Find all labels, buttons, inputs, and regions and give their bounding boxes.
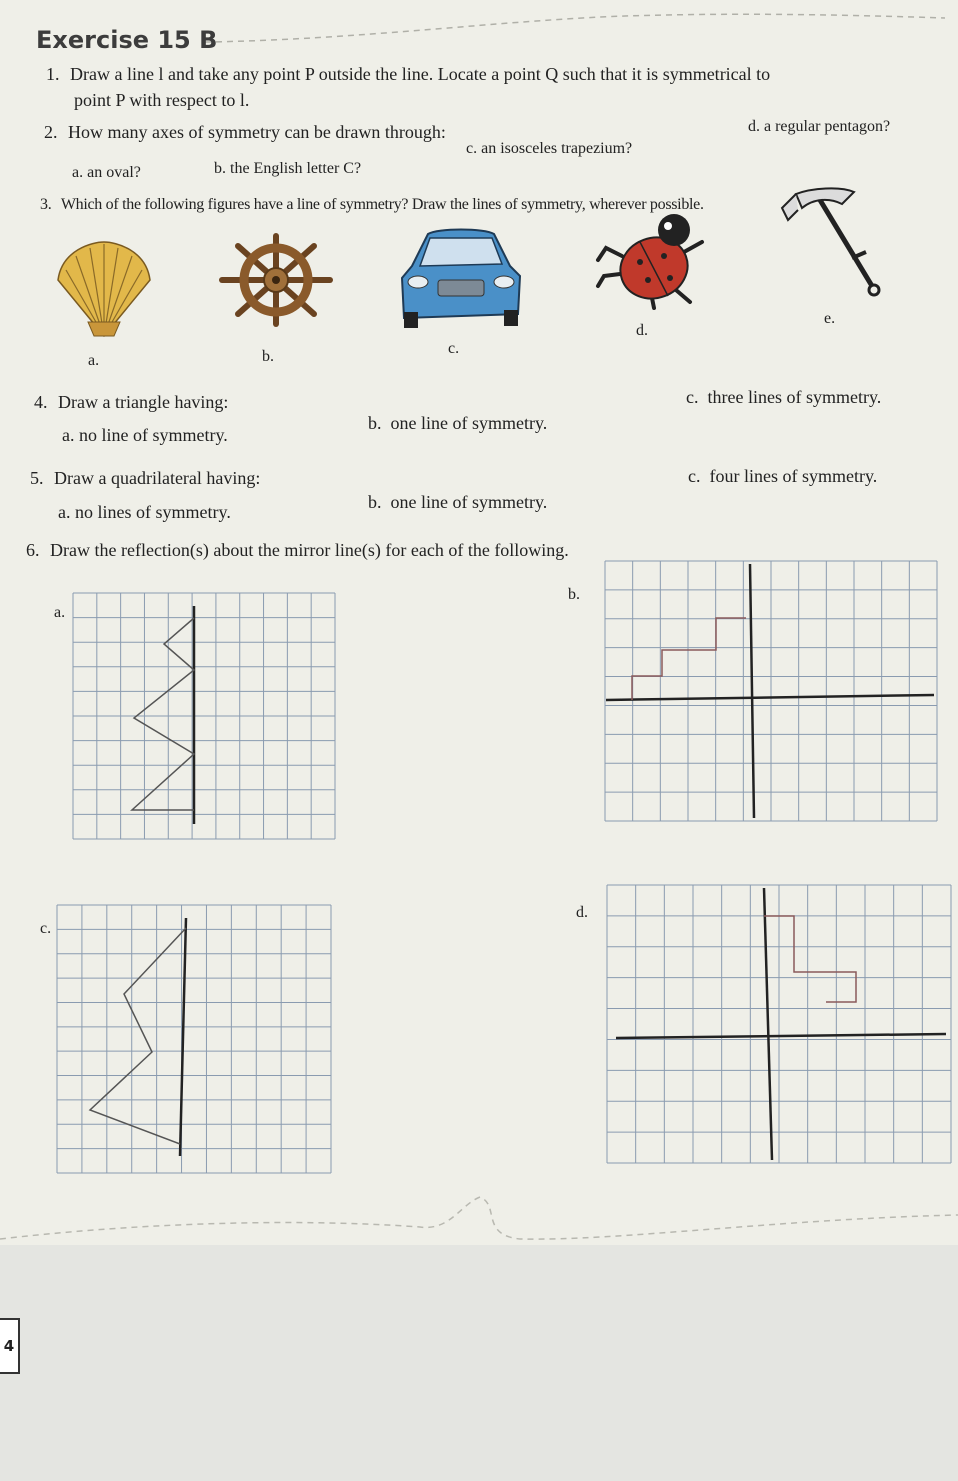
q6-row	[26, 540, 569, 561]
q4-option-b-text: one line of symmetry.	[390, 413, 548, 433]
horizontal-mirror-line	[606, 695, 934, 700]
q4-row	[34, 392, 228, 413]
q5-option-a-letter: a.	[58, 502, 71, 522]
car-icon	[398, 226, 524, 330]
q2-row	[44, 122, 446, 143]
vertical-mirror-line	[764, 888, 772, 1160]
q4-option-a	[62, 425, 228, 446]
q5-option-b	[368, 492, 547, 513]
q5-number: 5.	[30, 468, 44, 488]
q4-option-b-letter: b.	[368, 413, 382, 433]
q2-option-c	[466, 140, 632, 158]
q1-text-line1: Draw a line l and take any point P outside the line. Locate a point Q such that it is symmetrical to	[70, 64, 771, 84]
q6-text: Draw the reflection(s) about the mirror line(s) for each of the following.	[50, 540, 569, 560]
exercise-title: Exercise 15 B	[36, 26, 218, 54]
page-margin	[0, 1245, 958, 1481]
shape-outline	[132, 618, 194, 810]
q3-figure-c-label: c.	[448, 340, 460, 357]
seashell-icon	[52, 240, 156, 340]
q4-option-a-letter: a.	[62, 425, 75, 445]
q3-figure-b-label: b.	[262, 348, 274, 365]
q2-option-d	[748, 118, 890, 136]
shape-outline	[90, 928, 186, 1144]
q6-number: 6.	[26, 540, 40, 560]
q4-option-c-letter: c.	[686, 387, 699, 407]
q2-option-c-letter: c.	[466, 140, 478, 157]
q6-grid-c	[56, 904, 332, 1174]
q6-grid-b	[604, 560, 938, 822]
q2-option-b-text: the English letter C?	[230, 160, 362, 177]
q3-number: 3.	[40, 196, 52, 213]
q3-figure-e-label: e.	[824, 310, 836, 327]
vertical-mirror-line	[750, 564, 754, 818]
q2-option-b	[214, 160, 361, 178]
q5-option-b-text: one line of symmetry.	[390, 492, 548, 512]
q2-number: 2.	[44, 122, 58, 142]
q6-grid-c-label: c.	[40, 920, 52, 937]
q4-option-c-text: three lines of symmetry.	[707, 387, 882, 407]
q2-text: How many axes of symmetry can be drawn through:	[68, 122, 446, 142]
q6-grid-a-label: a.	[54, 604, 66, 621]
q6-grid-d	[606, 884, 952, 1164]
q1-text-line2: point P with respect to l.	[74, 90, 250, 110]
q5-option-a-text: no lines of symmetry.	[75, 502, 231, 522]
q2-option-b-letter: b.	[214, 160, 226, 177]
q6-grid-b-label: b.	[568, 586, 580, 603]
q4-text: Draw a triangle having:	[58, 392, 229, 412]
q5-option-c-letter: c.	[688, 466, 701, 486]
q6-grid-d-label: d.	[576, 904, 588, 921]
q5-row	[30, 468, 260, 489]
q2-option-a	[72, 164, 141, 182]
q4-option-c	[686, 387, 881, 408]
q4-option-a-text: no line of symmetry.	[79, 425, 228, 445]
shape-outline	[764, 916, 856, 1002]
q5-option-c	[688, 466, 877, 487]
q5-option-a	[58, 502, 231, 523]
q6-grid-a	[72, 592, 336, 840]
horizontal-mirror-line	[616, 1034, 946, 1038]
page-number: 4	[0, 1318, 20, 1374]
ship-wheel-icon	[218, 232, 334, 328]
q3-text: Which of the following figures have a line of symmetry? Draw the lines of symmetry, wherever possible.	[60, 196, 704, 213]
q2-option-a-letter: a.	[72, 164, 84, 181]
q2-option-d-text: a regular pentagon?	[764, 118, 891, 135]
ladybug-icon	[592, 206, 712, 310]
shape-outline	[632, 618, 746, 700]
q1-number: 1.	[46, 64, 60, 84]
q5-option-c-text: four lines of symmetry.	[709, 466, 878, 486]
q4-number: 4.	[34, 392, 48, 412]
q5-text: Draw a quadrilateral having:	[54, 468, 261, 488]
q1-row	[46, 64, 770, 85]
q3-figure-a-label: a.	[88, 352, 100, 369]
q2-option-d-letter: d.	[748, 118, 760, 135]
header-dashed-border	[205, 10, 945, 50]
q4-option-b	[368, 413, 547, 434]
q2-option-c-text: an isosceles trapezium?	[481, 140, 633, 157]
q3-figure-d-label: d.	[636, 322, 648, 339]
q2-option-a-text: an oval?	[87, 164, 141, 181]
q5-option-b-letter: b.	[368, 492, 382, 512]
anchor-icon	[776, 186, 886, 298]
